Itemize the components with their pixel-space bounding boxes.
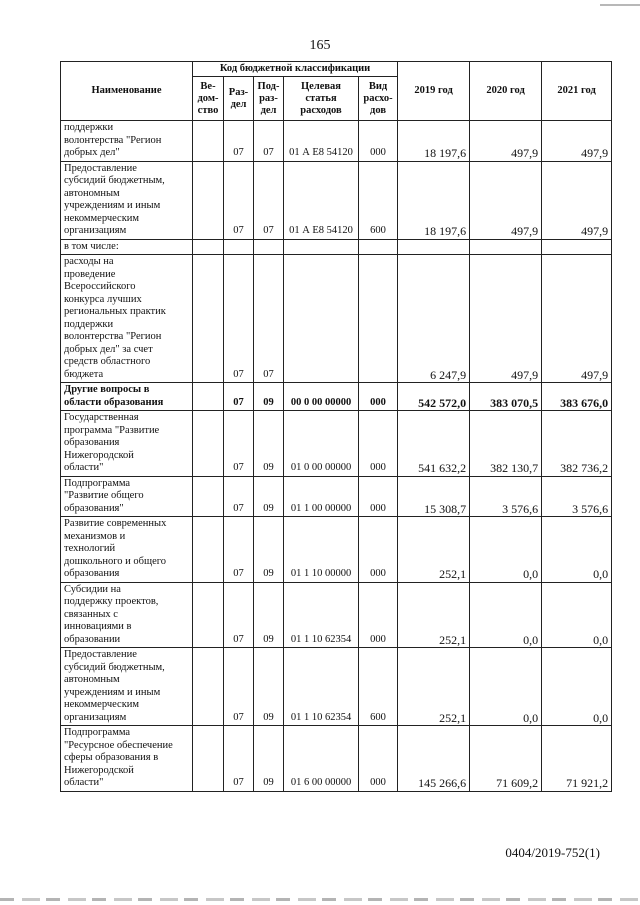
row-statya: 01 6 00 00000 bbox=[284, 726, 359, 792]
document-code: 0404/2019-752(1) bbox=[505, 845, 600, 860]
table-row bbox=[61, 161, 612, 239]
row-2020: 497,9 bbox=[470, 255, 542, 383]
row-statya: 01 А Е8 54120 bbox=[284, 161, 359, 239]
row-2020: 383 070,5 bbox=[470, 383, 542, 411]
row-2021: 497,9 bbox=[542, 255, 612, 383]
row-vedomstvo bbox=[193, 582, 224, 648]
row-podrazdel: 09 bbox=[254, 726, 284, 792]
row-vedomstvo bbox=[193, 121, 224, 162]
table-row bbox=[61, 239, 612, 255]
row-statya: 01 1 00 00000 bbox=[284, 476, 359, 517]
row-vid: 000 bbox=[359, 517, 398, 583]
row-vid: 000 bbox=[359, 383, 398, 411]
row-razdel: 07 bbox=[224, 255, 254, 383]
row-name: Предоставление субсидий бюджетным, автономным учреждениям и иным некоммерческим организациям bbox=[61, 161, 193, 239]
table-row bbox=[61, 648, 612, 726]
row-2021: 383 676,0 bbox=[542, 383, 612, 411]
row-vedomstvo bbox=[193, 411, 224, 477]
row-name: Субсидии на поддержку проектов, связанных с инновациями в образовании bbox=[61, 582, 193, 648]
row-2019: 18 197,6 bbox=[398, 121, 470, 162]
budget-table bbox=[60, 61, 612, 792]
header-podrazdel: Под- раз- дел bbox=[254, 77, 284, 121]
row-2020: 0,0 bbox=[470, 582, 542, 648]
row-razdel: 07 bbox=[224, 383, 254, 411]
row-razdel: 07 bbox=[224, 411, 254, 477]
row-2019: 541 632,2 bbox=[398, 411, 470, 477]
row-vedomstvo bbox=[193, 517, 224, 583]
row-2019: 252,1 bbox=[398, 648, 470, 726]
row-razdel: 07 bbox=[224, 476, 254, 517]
row-2020: 3 576,6 bbox=[470, 476, 542, 517]
table-row bbox=[61, 517, 612, 583]
row-vedomstvo bbox=[193, 161, 224, 239]
row-vid bbox=[359, 239, 398, 255]
scan-edge-mark bbox=[600, 4, 640, 6]
row-podrazdel: 09 bbox=[254, 476, 284, 517]
row-statya: 01 1 10 62354 bbox=[284, 582, 359, 648]
row-2020: 0,0 bbox=[470, 648, 542, 726]
row-podrazdel: 07 bbox=[254, 121, 284, 162]
row-2021: 3 576,6 bbox=[542, 476, 612, 517]
row-podrazdel bbox=[254, 239, 284, 255]
table-row bbox=[61, 255, 612, 383]
row-2019: 6 247,9 bbox=[398, 255, 470, 383]
row-2021: 0,0 bbox=[542, 517, 612, 583]
table-row bbox=[61, 726, 612, 792]
row-vid: 000 bbox=[359, 121, 398, 162]
row-statya: 01 А Е8 54120 bbox=[284, 121, 359, 162]
page-number: 165 bbox=[309, 38, 331, 53]
row-statya: 01 1 10 00000 bbox=[284, 517, 359, 583]
header-2019: 2019 год bbox=[398, 62, 470, 121]
header-2021: 2021 год bbox=[542, 62, 612, 121]
row-vid: 000 bbox=[359, 476, 398, 517]
row-podrazdel: 09 bbox=[254, 517, 284, 583]
row-vedomstvo bbox=[193, 255, 224, 383]
table-row bbox=[61, 411, 612, 477]
row-2019 bbox=[398, 239, 470, 255]
header-vedomstvo: Ве- дом- ство bbox=[193, 77, 224, 121]
row-2021: 497,9 bbox=[542, 121, 612, 162]
header-vid: Вид расхо- дов bbox=[359, 77, 398, 121]
row-name: в том числе: bbox=[61, 239, 193, 255]
row-2020: 497,9 bbox=[470, 161, 542, 239]
row-razdel bbox=[224, 239, 254, 255]
row-razdel: 07 bbox=[224, 648, 254, 726]
scan-bottom-edge bbox=[0, 898, 640, 901]
row-vid bbox=[359, 255, 398, 383]
row-vid: 000 bbox=[359, 582, 398, 648]
row-name: поддержки волонтерства "Регион добрых дел" bbox=[61, 121, 193, 162]
row-statya bbox=[284, 255, 359, 383]
row-2021: 0,0 bbox=[542, 648, 612, 726]
row-razdel: 07 bbox=[224, 582, 254, 648]
row-2019: 18 197,6 bbox=[398, 161, 470, 239]
row-name: расходы на проведение Всероссийского конкурса лучших региональных практик поддержки волонтерства "Регион добрых дел" за счет средств областного бюджета bbox=[61, 255, 193, 383]
row-name: Другие вопросы в области образования bbox=[61, 383, 193, 411]
table-row bbox=[61, 476, 612, 517]
row-podrazdel: 09 bbox=[254, 411, 284, 477]
row-razdel: 07 bbox=[224, 161, 254, 239]
row-2019: 252,1 bbox=[398, 582, 470, 648]
row-2019: 542 572,0 bbox=[398, 383, 470, 411]
row-2019: 252,1 bbox=[398, 517, 470, 583]
table-body bbox=[61, 121, 612, 792]
row-2020: 0,0 bbox=[470, 517, 542, 583]
table-row bbox=[61, 121, 612, 162]
row-name: Подпрограмма "Ресурсное обеспечение сферы образования в Нижегородской области" bbox=[61, 726, 193, 792]
header-statya: Целевая статья расходов bbox=[284, 77, 359, 121]
row-vid: 600 bbox=[359, 648, 398, 726]
row-name: Подпрограмма "Развитие общего образования" bbox=[61, 476, 193, 517]
table-row bbox=[61, 582, 612, 648]
row-podrazdel: 07 bbox=[254, 161, 284, 239]
row-podrazdel: 09 bbox=[254, 383, 284, 411]
row-2021: 0,0 bbox=[542, 582, 612, 648]
row-vedomstvo bbox=[193, 239, 224, 255]
row-vid: 600 bbox=[359, 161, 398, 239]
row-statya: 01 0 00 00000 bbox=[284, 411, 359, 477]
row-2019: 15 308,7 bbox=[398, 476, 470, 517]
row-2019: 145 266,6 bbox=[398, 726, 470, 792]
row-vid: 000 bbox=[359, 726, 398, 792]
row-2020 bbox=[470, 239, 542, 255]
row-razdel: 07 bbox=[224, 726, 254, 792]
row-vedomstvo bbox=[193, 476, 224, 517]
row-statya: 01 1 10 62354 bbox=[284, 648, 359, 726]
row-vedomstvo bbox=[193, 726, 224, 792]
row-name: Развитие современных механизмов и технологий дошкольного и общего образования bbox=[61, 517, 193, 583]
row-podrazdel: 09 bbox=[254, 648, 284, 726]
row-2021 bbox=[542, 239, 612, 255]
row-razdel: 07 bbox=[224, 121, 254, 162]
row-podrazdel: 09 bbox=[254, 582, 284, 648]
header-razdel: Раз- дел bbox=[224, 77, 254, 121]
row-2020: 382 130,7 bbox=[470, 411, 542, 477]
row-razdel: 07 bbox=[224, 517, 254, 583]
header-code-group: Код бюджетной классификации bbox=[193, 62, 398, 77]
row-2020: 497,9 bbox=[470, 121, 542, 162]
row-vedomstvo bbox=[193, 648, 224, 726]
header-name: Наименование bbox=[61, 62, 193, 121]
row-name: Предоставление субсидий бюджетным, автономным учреждениям и иным некоммерческим организациям bbox=[61, 648, 193, 726]
row-statya bbox=[284, 239, 359, 255]
row-2021: 382 736,2 bbox=[542, 411, 612, 477]
row-statya: 00 0 00 00000 bbox=[284, 383, 359, 411]
row-vid: 000 bbox=[359, 411, 398, 477]
table-row bbox=[61, 383, 612, 411]
row-2021: 71 921,2 bbox=[542, 726, 612, 792]
row-2021: 497,9 bbox=[542, 161, 612, 239]
row-2020: 71 609,2 bbox=[470, 726, 542, 792]
row-vedomstvo bbox=[193, 383, 224, 411]
row-name: Государственная программа "Развитие образования Нижегородской области" bbox=[61, 411, 193, 477]
row-podrazdel: 07 bbox=[254, 255, 284, 383]
header-2020: 2020 год bbox=[470, 62, 542, 121]
